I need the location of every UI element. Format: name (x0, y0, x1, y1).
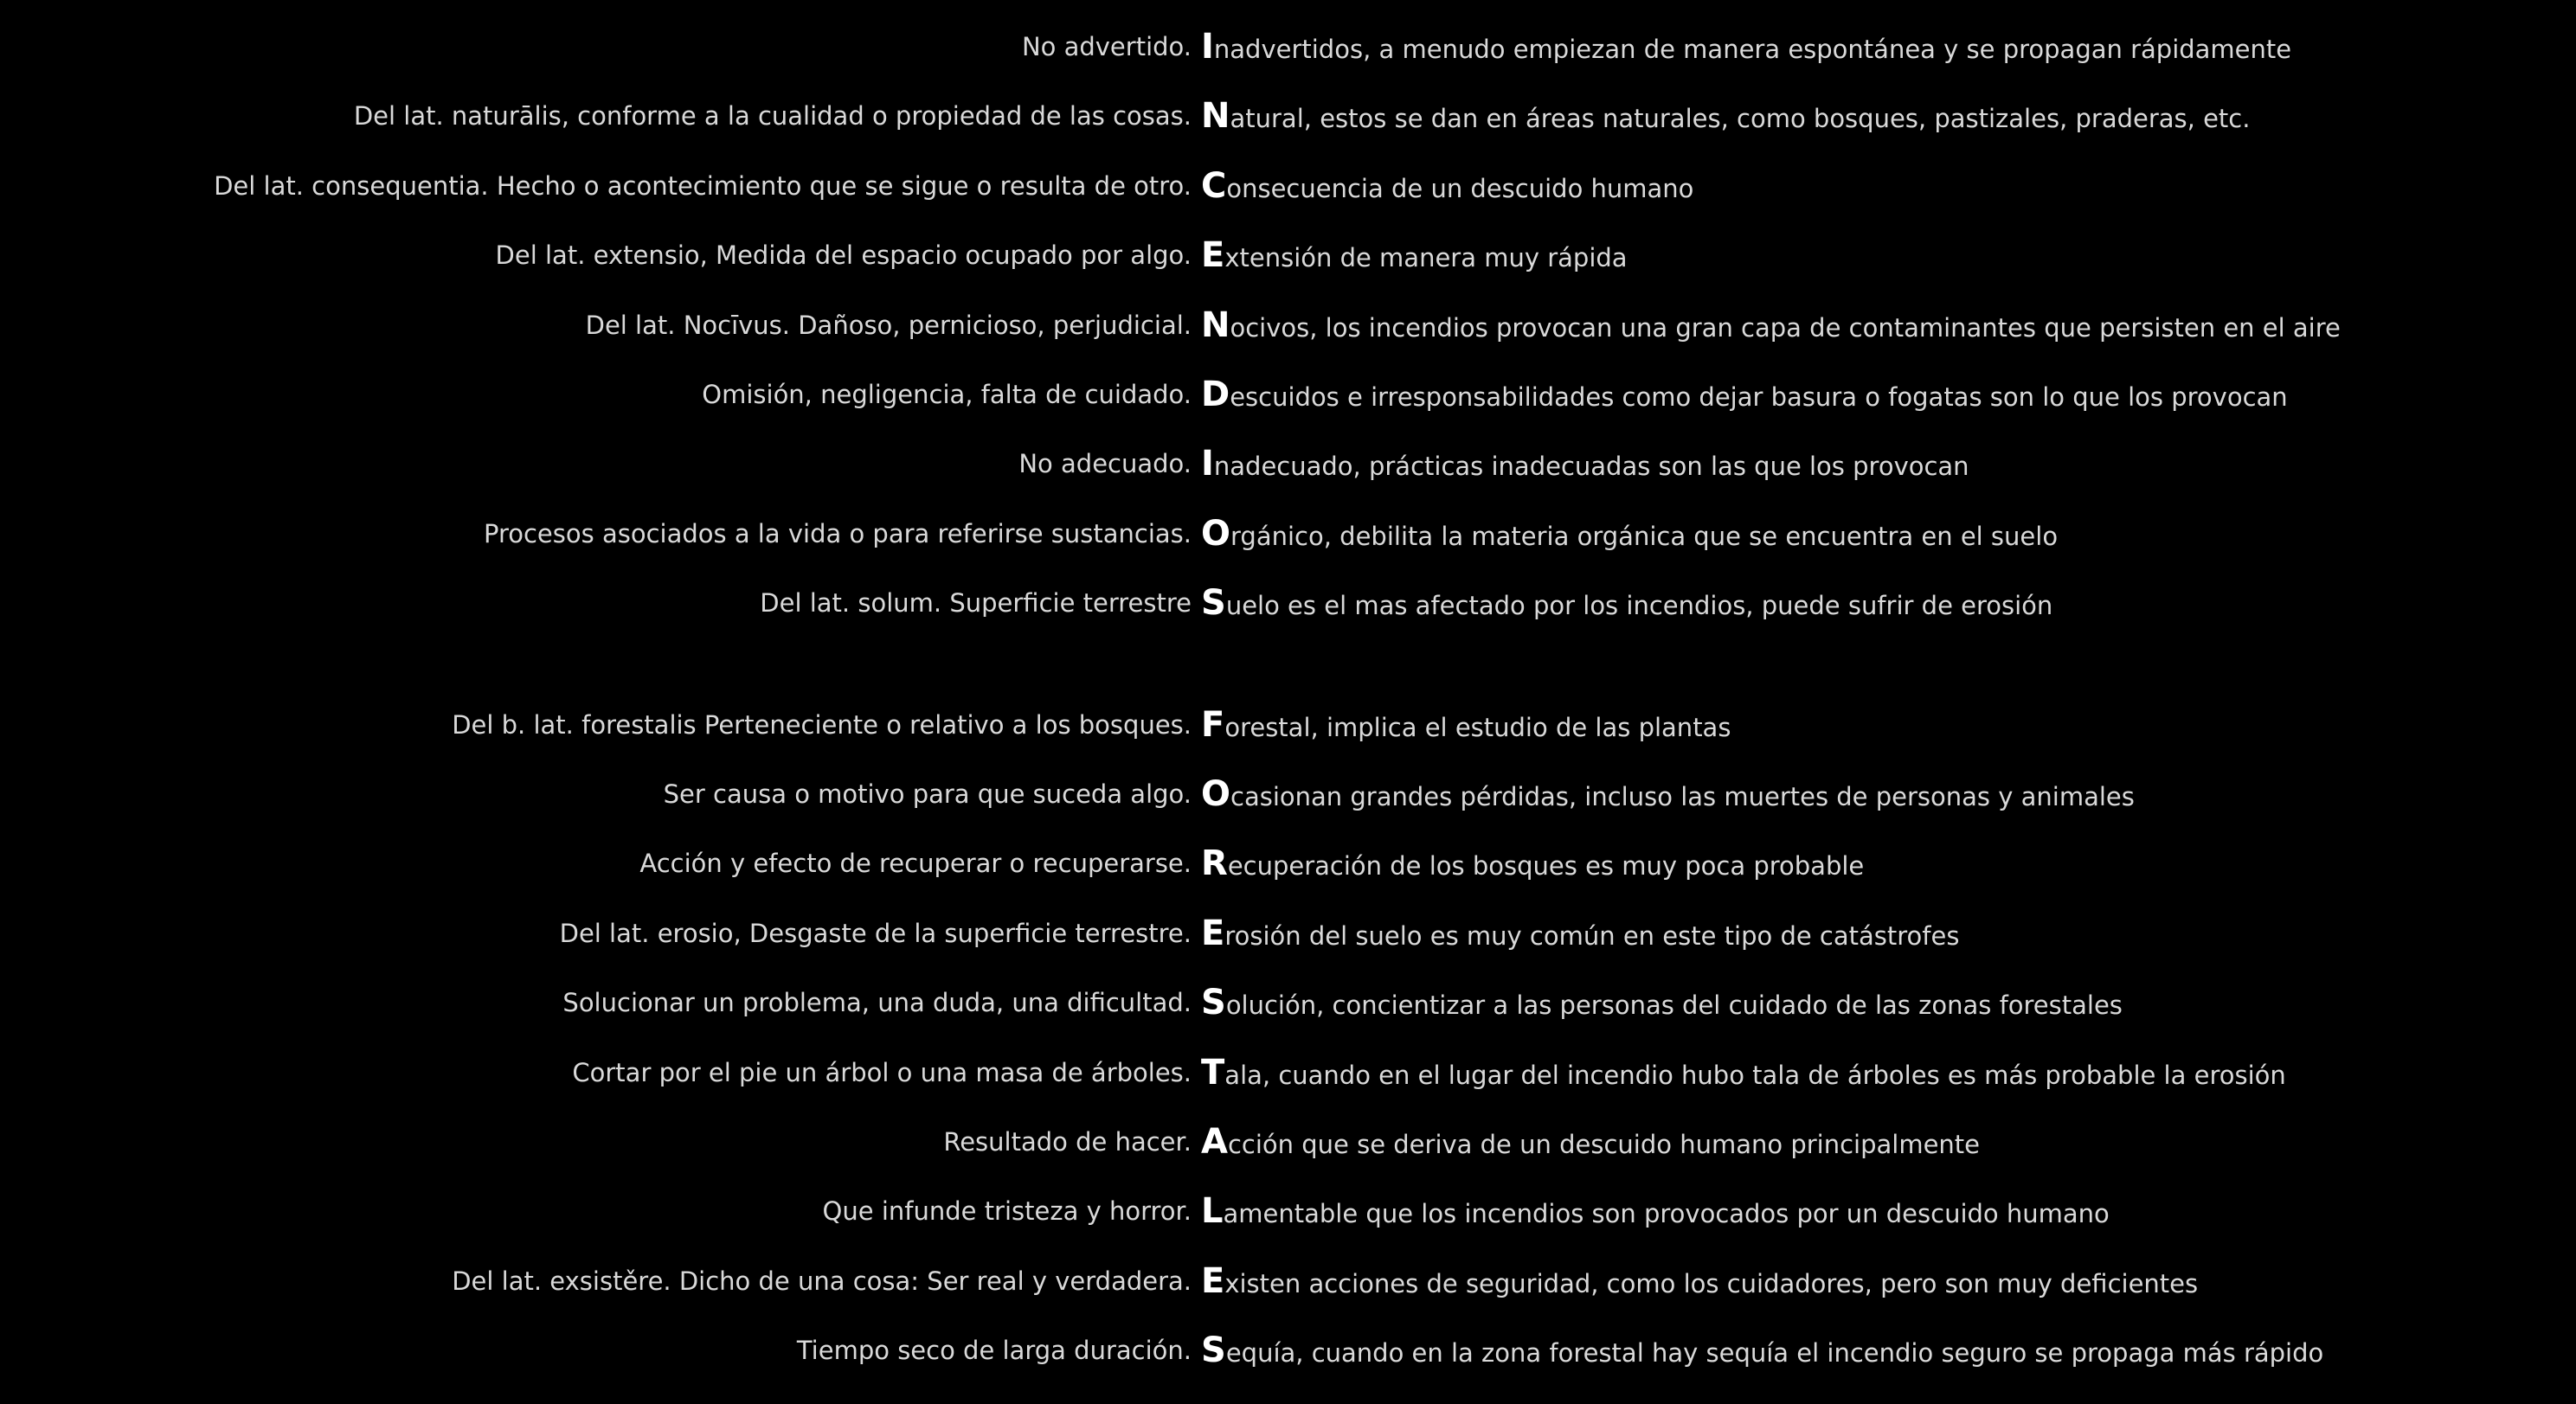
acrostic-initial: S (1201, 983, 1226, 1023)
acrostic-sentence (1201, 21, 2291, 75)
acrostic-sentence (1201, 1324, 2323, 1379)
sentence-rest: nadvertidos, a menudo empiezan de manera espontánea y se propagan rápidamente (1213, 35, 2292, 64)
acrostic-sentence (1201, 768, 2135, 823)
acrostic-initial: O (1201, 774, 1231, 814)
sentence-rest: orestal, implica el estudio de las plantas (1224, 712, 1731, 742)
acrostic-sentence (1201, 977, 2123, 1031)
acrostic-sentence (1201, 90, 2250, 144)
acrostic-sentence (1201, 907, 1959, 962)
acrostic-row (0, 977, 2576, 1029)
definition-text: Procesos asociados a la vida o para referirse sustancias. (483, 518, 1192, 548)
definition-text: Del lat. exsistěre. Dicho de una cosa: Ser real y verdadera. (452, 1266, 1192, 1296)
definition-text: Que infunde tristeza y horror. (822, 1196, 1192, 1227)
definition-text: Cortar por el pie un árbol o una masa de árboles. (572, 1057, 1192, 1087)
sentence-rest: onsecuencia de un descuido humano (1226, 173, 1694, 203)
acrostic-initial: L (1201, 1191, 1224, 1232)
acrostic-row (0, 299, 2576, 351)
sentence-rest: olución, concientizar a las personas del cuidado de las zonas forestales (1225, 990, 2123, 1021)
acrostic-row (0, 837, 2576, 889)
acrostic-initial: E (1201, 1260, 1225, 1301)
acrostic-initial: D (1201, 375, 1230, 414)
acrostic-row (0, 1255, 2576, 1307)
acrostic-row (0, 768, 2576, 820)
acrostic-sentence (1201, 699, 1731, 753)
acrostic-initial: I (1201, 27, 1214, 67)
acrostic-row (0, 577, 2576, 629)
sentence-rest: nadecuado, prácticas inadecuadas son las que los provocan (1213, 452, 1969, 482)
acrostic-row (0, 369, 2576, 420)
acrostic-initial: E (1201, 235, 1225, 276)
definition-text: Solucionar un problema, una duda, una dificultad. (562, 988, 1192, 1018)
definition-text: Del lat. extensio, Medida del espacio ocupado por algo. (495, 240, 1192, 271)
definition-text: Omisión, negligencia, falta de cuidado. (702, 380, 1192, 409)
acrostic-sentence (1201, 1255, 2198, 1310)
acrostic-initial: F (1201, 704, 1225, 745)
acrostic-sentence (1201, 229, 1628, 284)
sentence-rest: amentable que los incendios son provocados por un descuido humano (1223, 1199, 2110, 1229)
acrostic-row (0, 1324, 2576, 1376)
acrostic-sentence (1201, 438, 1969, 492)
sentence-rest: ecuperación de los bosques es muy poca probable (1227, 851, 1865, 882)
acrostic-row (0, 907, 2576, 959)
sentence-rest: cción que se deriva de un descuido humano principalmente (1227, 1130, 1981, 1159)
definition-text: Tiempo seco de larga duración. (796, 1336, 1192, 1366)
acrostic-sentence (1201, 508, 2058, 562)
definition-text: Del lat. consequentia. Hecho o acontecimiento que se sigue o resulta de otro. (214, 170, 1192, 201)
acrostic-row (0, 1047, 2576, 1099)
acrostic-row (0, 438, 2576, 490)
sentence-rest: xisten acciones de seguridad, como los cuidadores, pero son muy deficientes (1224, 1268, 2199, 1298)
acrostic-initial: O (1201, 513, 1231, 554)
sentence-rest: ocivos, los incendios provocan una gran capa de contaminantes que persisten en el aire (1230, 312, 2341, 343)
acrostic-row (0, 508, 2576, 560)
acrostic-initial: R (1201, 843, 1228, 884)
definition-text: Del b. lat. forestalis Perteneciente o relativo a los bosques. (452, 709, 1192, 740)
acrostic-row (0, 699, 2576, 751)
sentence-rest: escuidos e irresponsabilidades como dejar basura o fogatas son lo que los provocan (1230, 382, 2288, 412)
definition-text: Acción y efecto de recuperar o recuperarse. (639, 849, 1192, 879)
acrostic-sentence (1201, 369, 2288, 423)
sentence-rest: equía, cuando en la zona forestal hay sequía el incendio seguro se propaga más rápido (1225, 1338, 2324, 1369)
acrostic-sentence (1201, 1116, 1980, 1170)
definition-text: No adecuado. (1018, 449, 1192, 479)
acrostic-sentence (1201, 1185, 2110, 1240)
acrostic-sentence (1201, 577, 2052, 631)
sentence-rest: atural, estos se dan en áreas naturales, como bosques, pastizales, praderas, etc. (1230, 104, 2251, 134)
definition-text: Ser causa o motivo para que suceda algo. (663, 779, 1192, 809)
acrostic-row (0, 160, 2576, 212)
acrostic-initial: S (1201, 1330, 1226, 1371)
acrostic-row (0, 1116, 2576, 1168)
definition-text: No advertido. (1021, 32, 1192, 61)
acrostic-initial: E (1201, 913, 1225, 953)
definition-text: Del lat. Nocīvus. Dañoso, pernicioso, perjudicial. (585, 310, 1192, 340)
sentence-rest: uelo es el mas afectado por los incendios, puede sufrir de erosión (1225, 591, 2053, 621)
acrostic-initial: N (1201, 96, 1230, 137)
acrostic-initial: I (1201, 444, 1214, 484)
acrostic-row (0, 1185, 2576, 1237)
acrostic-row (0, 90, 2576, 142)
definition-text: Del lat. erosio, Desgaste de la superficie terrestre. (559, 918, 1192, 948)
acrostic-initial: C (1201, 165, 1227, 206)
acrostic-sentence (1201, 837, 1864, 892)
acrostic-row (0, 21, 2576, 73)
acrostic-initial: N (1201, 305, 1230, 345)
acrostic-initial: T (1201, 1052, 1225, 1093)
sentence-rest: rosión del suelo es muy común en este tipo de catástrofes (1224, 920, 1960, 951)
sentence-rest: ala, cuando en el lugar del incendio hubo tala de árboles es más probable la erosión (1224, 1060, 2286, 1090)
sentence-rest: casionan grandes pérdidas, incluso las muertes de personas y animales (1230, 782, 2135, 811)
sentence-rest: xtensión de manera muy rápida (1224, 243, 1628, 273)
acrostic-row (0, 229, 2576, 281)
acrostic-sentence (1201, 299, 2341, 354)
acrostic-initial: S (1201, 583, 1226, 624)
acrostic-sentence (1201, 1047, 2286, 1101)
acrostic-sentence (1201, 160, 1693, 215)
definition-text: Del lat. naturālis, conforme a la cualidad o propiedad de las cosas. (353, 101, 1192, 131)
acrostic-initial: A (1201, 1122, 1228, 1162)
definition-text: Del lat. solum. Superficie terrestre (760, 588, 1192, 619)
definition-text: Resultado de hacer. (943, 1127, 1192, 1157)
sentence-rest: rgánico, debilita la materia orgánica que se encuentra en el suelo (1230, 521, 2059, 551)
